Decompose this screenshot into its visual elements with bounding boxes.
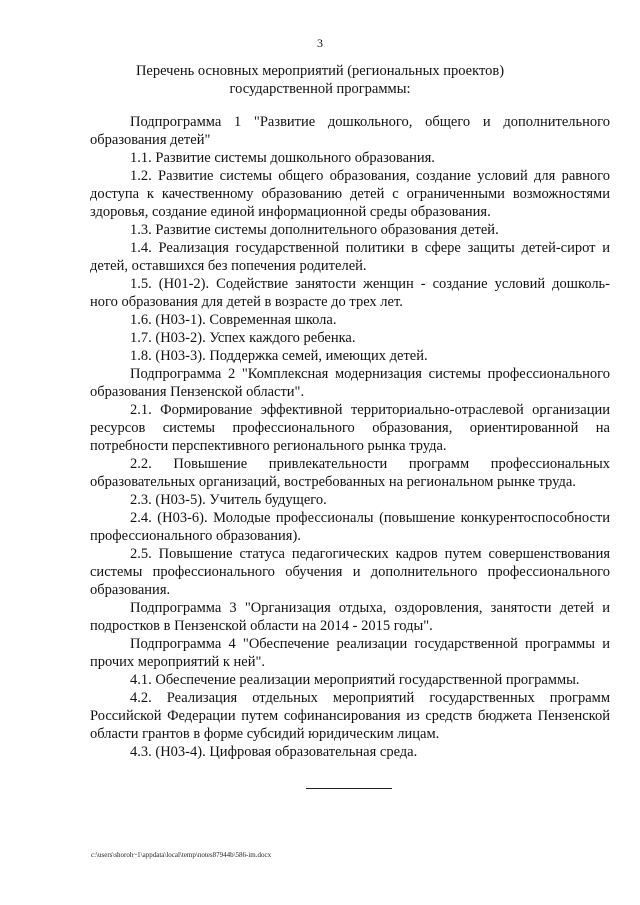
paragraph-4-3: 4.3. (Н03-4). Цифровая образовательная среда. [130,744,418,760]
paragraph-1-2: 1.2. Развитие системы общего образования, создание условий для равного доступа к качественному образованию детей с ограниченными возможностями здоровья, создание единой информационной среды образования. [90,168,610,220]
paragraph-1-4: 1.4. Реализация государственной политики в сфере защиты детей-сирот и детей, оставшихся без попечения родителей. [90,240,610,274]
paragraph-subprogram-4: Подпрограмма 4 "Обеспечение реализации государственной программы и прочих мероприятий к ней". [90,636,610,670]
end-divider [306,788,392,789]
paragraph-subprogram-3: Подпрограмма 3 "Организация отдыха, оздоровления, занятости детей и подростков в Пензенской области на 2014 - 2015 годы". [90,600,610,634]
paragraph-1-6: 1.6. (Н03-1). Современная школа. [130,312,337,328]
paragraph-1-8: 1.8. (Н03-3). Поддержка семей, имеющих детей. [130,348,428,364]
page-number: 3 [317,36,323,50]
title-line-2: государственной программы: [229,81,411,97]
paragraph-2-3: 2.3. (Н03-5). Учитель будущего. [130,492,327,508]
paragraph-subprogram-1: Подпрограмма 1 "Развитие дошкольного, общего и дополнительного образования детей" [90,114,610,148]
title-line-1: Перечень основных мероприятий (региональных проектов) [135,63,505,79]
paragraph-2-1: 2.1. Формирование эффективной территориально-отраслевой организации ресурсов системы профессионального образования, ориентированной на потребности перспективного регионального рынка труда. [90,402,610,454]
paragraph-1-7: 1.7. (Н03-2). Успех каждого ребенка. [130,330,356,346]
paragraph-1-1: 1.1. Развитие системы дошкольного образования. [130,150,435,166]
paragraph-1-3: 1.3. Развитие системы дополнительного образования детей. [130,222,499,238]
paragraph-4-1: 4.1. Обеспечение реализации мероприятий государственной программы. [130,672,580,688]
document-title [0,62,640,98]
paragraph-2-2: 2.2. Повышение привлекательности программ профессиональных образовательных организаций, востребованных на региональном рынке труда. [90,456,610,490]
document-body [90,113,610,761]
paragraph-subprogram-2: Подпрограмма 2 "Комплексная модернизация системы профессионального образования Пензенской области". [90,366,610,400]
footer-file-path: c:\users\shoroh~1\appdata\local\temp\notes87944b\586-im.docx [91,851,272,859]
paragraph-2-5: 2.5. Повышение статуса педагогических кадров путем совершенствования системы профессионального обучения и дополнительного профессионального образования. [90,546,610,598]
paragraph-1-5: 1.5. (Н01-2). Содействие занятости женщин - создание условий дошколь-ного образования для детей в возрасте до трех лет. [90,276,610,310]
paragraph-2-4: 2.4. (Н03-6). Молодые профессионалы (повышение конкурентоспособности профессионального образования). [90,510,610,544]
paragraph-4-2: 4.2. Реализация отдельных мероприятий государственных программ Российской Федерации путем софинансирования из средств бюджета Пензенской области грантов в форме субсидий юридическим лицам. [90,690,610,742]
